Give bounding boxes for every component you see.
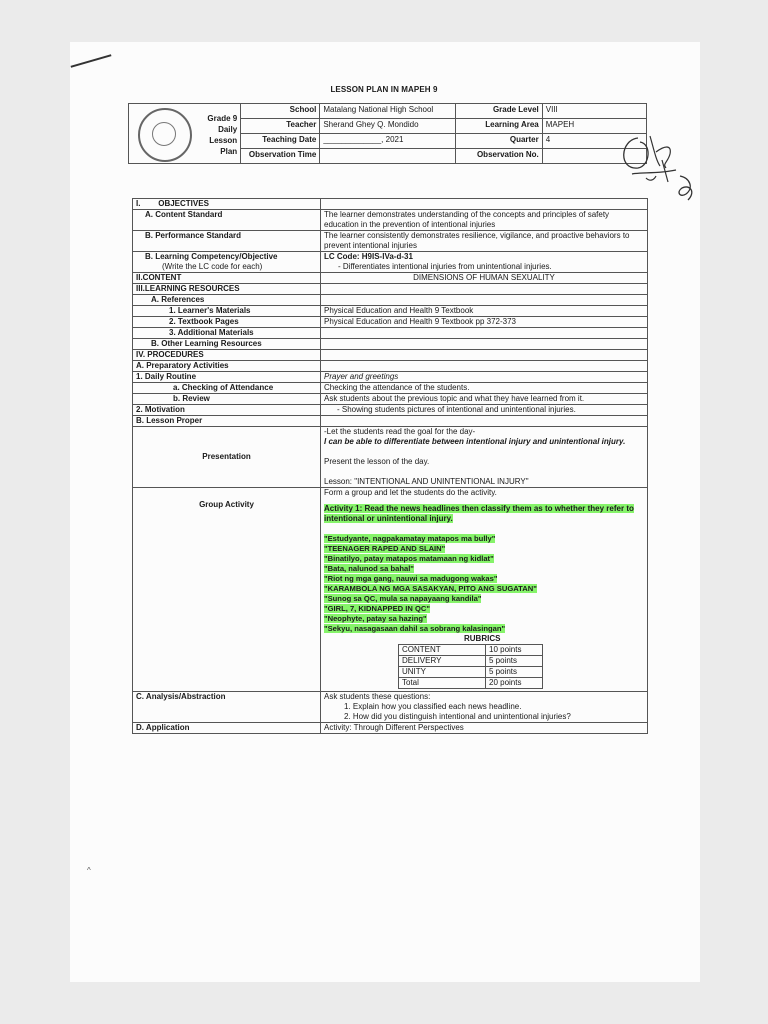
table-row: CONTENT 10 points — [399, 645, 543, 656]
learners-materials-value: Physical Education and Health 9 Textbook — [321, 306, 648, 317]
references-label: A. References — [133, 295, 321, 306]
quarter-label: Quarter — [455, 134, 542, 149]
stray-mark: ^ — [87, 866, 91, 875]
table-row: UNITY 5 points — [399, 667, 543, 678]
textbook-pages-label: 2. Textbook Pages — [133, 317, 321, 328]
list-item: "Riot ng mga gang, nauwi sa madugong wakas" — [324, 574, 498, 583]
review-value: Ask students about the previous topic and what they have learned from it. — [321, 394, 648, 405]
objectives-heading: I. OBJECTIVES — [133, 199, 321, 210]
content-standard-label: A. Content Standard — [133, 210, 321, 231]
list-item: "Estudyante, nagpakamatay matapos ma bully" — [324, 534, 496, 543]
quarter-value: 4 — [542, 134, 646, 149]
textbook-pages-value: Physical Education and Health 9 Textbook pp 372-373 — [321, 317, 648, 328]
content-value: DIMENSIONS OF HUMAN SEXUALITY — [321, 273, 648, 284]
motivation-label: 2. Motivation — [133, 405, 321, 416]
presentation-value: -Let the students read the goal for the day- I can be able to differentiate between intentional injury and unintentional injury. Present the lesson of the day. Lesson: "INTENTIONAL AND UNINTENTIONAL INJURY" — [321, 427, 648, 488]
competency-value: LC Code: H9IS-IVa-d-31 - Differentiates intentional injuries from unintentional injuries. — [321, 252, 648, 273]
table-row: Total 20 points — [399, 678, 543, 689]
daily-routine-value: Prayer and greetings — [321, 372, 648, 383]
rubrics-table — [398, 644, 543, 689]
application-label: D. Application — [133, 723, 321, 734]
observation-no-label: Observation No. — [455, 149, 542, 164]
list-item: "Neophyte, patay sa hazing" — [324, 614, 427, 623]
observation-time-label: Observation Time — [241, 149, 320, 164]
preparatory-label: A. Preparatory Activities — [133, 361, 321, 372]
rubrics-title: RUBRICS — [464, 634, 501, 643]
learning-area-label: Learning Area — [455, 119, 542, 134]
content-label: II.CONTENT — [133, 273, 321, 284]
list-item: "KARAMBOLA NG MGA SASAKYAN, PITO ANG SUGATAN" — [324, 584, 537, 593]
attendance-value: Checking the attendance of the students. — [321, 383, 648, 394]
daily-label: Daily — [218, 125, 238, 134]
observation-time-value — [320, 149, 455, 164]
other-resources-label: B. Other Learning Resources — [133, 339, 321, 350]
analysis-label: C. Analysis/Abstraction — [133, 692, 321, 723]
application-value: Activity: Through Different Perspectives — [321, 723, 648, 734]
plan-label: Plan — [220, 147, 238, 156]
school-value: Matalang National High School — [320, 104, 455, 119]
learning-area-value: MAPEH — [542, 119, 646, 134]
teacher-value: Sherand Ghey Q. Mondido — [320, 119, 455, 134]
list-item: "Sekyu, nasagasaan dahil sa sobrang kalasingan" — [324, 624, 506, 633]
additional-materials-label: 3. Additional Materials — [133, 328, 321, 339]
presentation-label: Presentation — [133, 427, 321, 488]
list-item: "Bata, nalunod sa bahal" — [324, 564, 414, 573]
header-table — [128, 103, 647, 164]
lesson-plan-table — [132, 198, 648, 734]
attendance-label: a. Checking of Attendance — [133, 383, 321, 394]
learners-materials-label: 1. Learner's Materials — [133, 306, 321, 317]
motivation-value: - Showing students pictures of intentional and unintentional injuries. — [321, 405, 648, 416]
procedures-heading: IV. PROCEDURES — [133, 350, 321, 361]
school-label: School — [241, 104, 320, 119]
daily-routine-label: 1. Daily Routine — [133, 372, 321, 383]
group-activity-value: Form a group and let the students do the activity. Activity 1: Read the news headlines then classify them as to whether they refer to intentional or unintentional injury. "Estudyante, nagpakamatay matapos ma bully" "TEENAGER RAPED AND SLAIN" "Binatilyo, patay matapos matamaan ng kidlat" "Bata, nalunod sa bahal" "Riot ng mga gang, nauwi sa madugong wakas" "KARAMBOLA NG MGA SASAKYAN, PITO ANG SUGATAN" "Sunog sa QC, mula sa napayaang kandila" "GIRL, 7, KIDNAPPED IN QC" "Neophyte, patay sa hazing" "Sekyu, nasagasaan dahil sa sobrang kalasingan" RUBRICS CONTENT 10 points DELIVERY 5 points UNITY 5 points Total 20 points — [321, 488, 648, 692]
list-item: "GIRL, 7, KIDNAPPED IN QC" — [324, 604, 430, 613]
content-standard-value: The learner demonstrates understanding of the concepts and principles of safety education in the prevention of intentional injuries — [321, 210, 648, 231]
grade-level-value: VIII — [542, 104, 646, 119]
page-title: LESSON PLAN IN MAPEH 9 — [330, 85, 438, 94]
review-label: b. Review — [133, 394, 321, 405]
teaching-date-label: Teaching Date — [241, 134, 320, 149]
list-item: "TEENAGER RAPED AND SLAIN" — [324, 544, 446, 553]
table-row: DELIVERY 5 points — [399, 656, 543, 667]
header-seal-cell — [129, 104, 241, 164]
activity-instruction: Activity 1: Read the news headlines then classify them as to whether they refer to intentional or unintentional injury. — [324, 504, 634, 523]
lesson-label: Lesson — [209, 136, 238, 145]
school-seal-icon — [138, 108, 192, 162]
teaching-date-value: _____________, 2021 — [320, 134, 455, 149]
performance-standard-label: B. Performance Standard — [133, 231, 321, 252]
grade-level-label: Grade Level — [455, 104, 542, 119]
teacher-label: Teacher — [241, 119, 320, 134]
lesson-proper-label: B. Lesson Proper — [133, 416, 321, 427]
competency-label: B. Learning Competency/Objective (Write the LC code for each) — [133, 252, 321, 273]
list-item: "Sunog sa QC, mula sa napayaang kandila" — [324, 594, 482, 603]
performance-standard-value: The learner consistently demonstrates resilience, vigilance, and proactive behaviors to prevent intentional injuries — [321, 231, 648, 252]
analysis-value: Ask students these questions: 1. Explain how you classified each news headline. 2. How did you distinguish intentional and unintentional injuries? — [321, 692, 648, 723]
list-item: "Binatilyo, patay matapos matamaan ng kidlat" — [324, 554, 494, 563]
grade-label: Grade 9 — [207, 114, 238, 123]
learning-resources-heading: III.LEARNING RESOURCES — [133, 284, 321, 295]
group-activity-label: Group Activity — [133, 488, 321, 692]
headline-list — [324, 534, 644, 634]
